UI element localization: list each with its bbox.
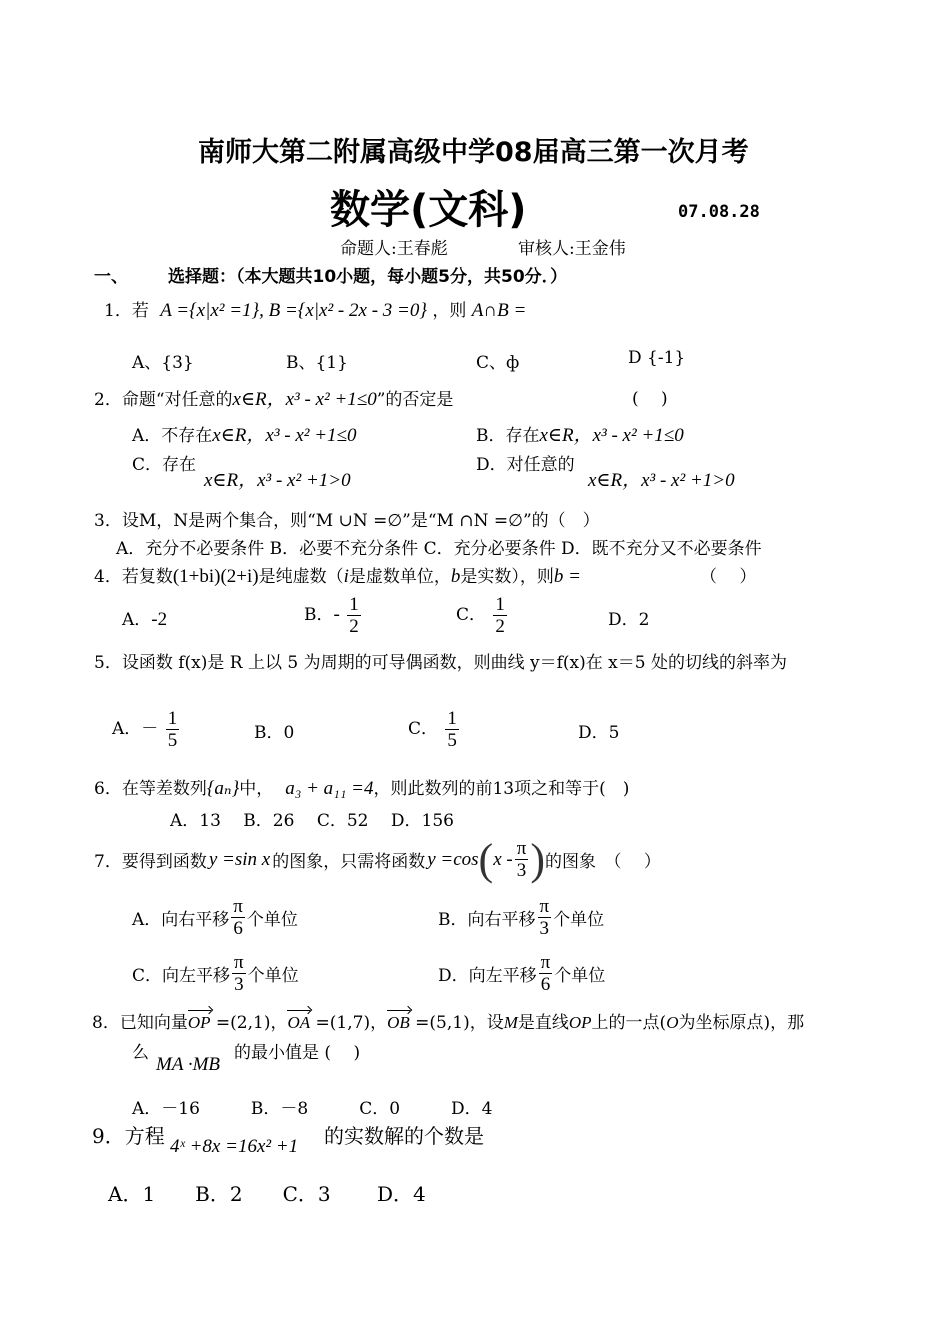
q2-paren: ( ) bbox=[632, 389, 668, 409]
q2-option-a: A．不存在x∈R，x³ - x² +1≤0 bbox=[132, 425, 357, 446]
q8-line2-suffix: 的最小值是 ( ) bbox=[234, 1043, 361, 1063]
q1-option-a: A、{3} bbox=[132, 353, 194, 373]
q8-stem: 8．已知向量OP =(2,1)，OA =(1,7)，OB =(5,1)，设M是直线OP上的一点(O为坐标原点)，那 bbox=[92, 1013, 805, 1033]
reviewer: 审核人:王金伟 bbox=[518, 239, 626, 259]
subject-title: 数学(文科) bbox=[330, 187, 527, 233]
exam-title: 南师大第二附属高级中学08届高三第一次月考 bbox=[198, 137, 749, 168]
q6-stem: 6．在等差数列{aₙ}中， a₃ + a₁₁ =4，则此数列的前13项之和等于( ) bbox=[94, 778, 630, 799]
q7-stem: 7．要得到函数 y =sin x 的图象，只需将函数 y =cos ( x - $\frac{\pi}{3}$ ) 的图象 （ ） bbox=[94, 835, 661, 884]
q9-equation: 4ˣ +8x =16x² +1 bbox=[170, 1136, 299, 1157]
q5-c-fraction: $\frac{1}{5}$ bbox=[447, 708, 457, 751]
q4-c-fraction: $\frac{1}{2}$ bbox=[495, 594, 505, 637]
q5-stem: 5．设函数 f(x)是 R 上以 5 为周期的可导偶函数，则曲线 y＝f(x)在 x＝5 处的切线的斜率为 bbox=[94, 653, 787, 673]
q1-option-d: D {-1} bbox=[628, 348, 686, 368]
q5-option-a: A．－ $\frac{1}{5}$ bbox=[112, 708, 178, 751]
vector-op: OP bbox=[187, 1013, 211, 1032]
q8-options: A．－16 B．－8 C．0 D．4 bbox=[132, 1099, 493, 1119]
q7-option-d: D．向左平移 $\frac{\pi}{6}$ 个单位 bbox=[438, 952, 606, 995]
q2-option-d-label: D．对任意的 bbox=[476, 455, 575, 475]
q8-expression: MA ·MB bbox=[156, 1054, 221, 1075]
q2-option-c-label: C．存在 bbox=[132, 455, 197, 475]
q9-options: A．1 B．2 C．3 D．4 bbox=[108, 1182, 426, 1206]
q4-option-b: B．- $\frac{1}{2}$ bbox=[304, 594, 359, 637]
exam-date: 07.08.28 bbox=[678, 202, 760, 222]
q5-option-b: B．0 bbox=[254, 723, 295, 743]
q1-option-b: B、{1} bbox=[286, 353, 348, 373]
vector-ob: OB bbox=[387, 1013, 410, 1032]
q2-option-b: B．存在x∈R，x³ - x² +1≤0 bbox=[476, 425, 684, 446]
q7-left-paren: ( bbox=[478, 835, 494, 884]
section-number: 一、 bbox=[94, 267, 128, 287]
q8-line2-prefix: 么 bbox=[132, 1043, 149, 1063]
q7-option-c: C．向左平移 $\frac{\pi}{3}$ 个单位 bbox=[132, 952, 299, 995]
q1-ask: A∩B = bbox=[471, 300, 527, 321]
q2-option-c-math: x∈R，x³ - x² +1>0 bbox=[204, 470, 351, 491]
q9-stem-label: 9．方程 bbox=[92, 1124, 165, 1148]
q9-stem-tail: 的实数解的个数是 bbox=[324, 1124, 484, 1148]
q7-option-a: A．向右平移 $\frac{\pi}{6}$ 个单位 bbox=[132, 896, 298, 939]
q5-option-d: D．5 bbox=[578, 723, 620, 743]
q5-option-c: C． $\frac{1}{5}$ bbox=[408, 708, 457, 751]
q4-paren: （ ） bbox=[700, 567, 757, 587]
q7-option-b: B．向右平移 $\frac{\pi}{3}$ 个单位 bbox=[438, 896, 605, 939]
q7-pi-over-3: $\frac{\pi}{3}$ bbox=[516, 838, 527, 881]
q1-option-c: C、ф bbox=[476, 353, 520, 373]
q1-stem: 1．若 A ={x|x² =1}, B ={x|x² - 2x - 3 =0} ，则 A∩B = bbox=[104, 300, 527, 321]
q3-options: A．充分不必要条件 B．必要不充分条件 C．充分必要条件 D．既不充分又不必要条件 bbox=[116, 539, 762, 559]
q4-stem: 4．若复数(1+bi)(2+i)是纯虚数（i是虚数单位，b是实数），则b = bbox=[94, 566, 581, 587]
q3-stem: 3．设M，N是两个集合，则“M ∪N =∅”是“M ∩N =∅”的（ ） bbox=[94, 511, 600, 531]
q2-stem: 2．命题“对任意的x∈R，x³ - x² +1≤0”的否定是 bbox=[94, 389, 454, 410]
q2-option-d-math: x∈R，x³ - x² +1>0 bbox=[588, 470, 735, 491]
q4-option-a: A．-2 bbox=[122, 609, 168, 630]
q4-b-fraction: $\frac{1}{2}$ bbox=[349, 594, 359, 637]
q1-sets: A ={x|x² =1}, B ={x|x² - 2x - 3 =0} bbox=[160, 300, 427, 321]
q4-option-c: C． $\frac{1}{2}$ bbox=[456, 594, 505, 637]
q5-a-fraction: $\frac{1}{5}$ bbox=[167, 708, 178, 751]
q7-right-paren: ) bbox=[530, 835, 545, 884]
q6-options: A．13 B．26 C．52 D．156 bbox=[170, 811, 454, 831]
section-title: 选择题：（本大题共10小题，每小题5分，共50分．） bbox=[168, 267, 568, 287]
question-setter: 命题人:王春彪 bbox=[340, 239, 448, 259]
vector-oa: OA bbox=[287, 1013, 311, 1032]
q4-option-d: D．2 bbox=[608, 610, 650, 630]
